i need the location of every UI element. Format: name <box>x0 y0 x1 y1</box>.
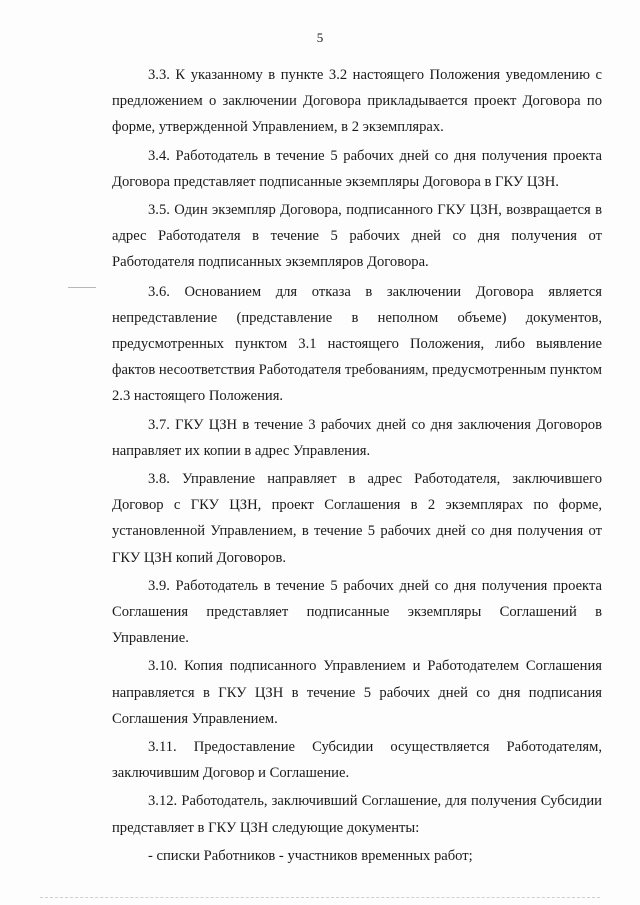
paragraph-3-11: 3.11. Предоставление Субсидии осуществляется Работодателям, заключившим Договор и Соглашение. <box>112 739 602 782</box>
paragraph-3-3: 3.3. К указанному в пункте 3.2 настоящего Положения уведомлению с предложением о заключении Договора прикладывается проект Договора по форме, утвержденной Управлением, в 2 экземплярах. <box>112 67 602 136</box>
scan-artifact-bottom-edge <box>40 897 600 899</box>
paragraph-3-12: 3.12. Работодатель, заключивший Соглашение, для получения Субсидии представляет в ГКУ ЦЗН следующие документы: <box>112 793 602 836</box>
paragraph-3-8: 3.8. Управление направляет в адрес Работодателя, заключившего Договор с ГКУ ЦЗН, проект Соглашения в 2 экземплярах по форме, установленной Управлением, в течение 5 рабочих дней со дня получения от ГКУ ЦЗН копий Договоров. <box>112 471 602 566</box>
paragraph-3-6: 3.6. Основанием для отказа в заключении Договора является непредставление (представление в неполном объеме) документов, предусмотренных пунктом 3.1 настоящего Положения, либо выявление фактов несоответствия Работодателя требованиям, предусмотренным пунктом 2.3 настоящего Положения. <box>112 283 602 405</box>
page-number: 5 <box>316 30 324 45</box>
paragraph-3-10: 3.10. Копия подписанного Управлением и Работодателем Соглашения направляется в ГКУ ЦЗН в течение 5 рабочих дней со дня подписания Соглашения Управлением. <box>112 658 602 727</box>
paragraph-3-9: 3.9. Работодатель в течение 5 рабочих дней со дня получения проекта Соглашения представляет подписанные экземпляры Соглашений в Управление. <box>112 577 602 647</box>
scan-artifact-mark <box>68 287 96 288</box>
list-item-workers-lists: - списки Работников - участников временных работ; <box>148 847 473 864</box>
paragraph-3-7: 3.7. ГКУ ЦЗН в течение 3 рабочих дней со дня заключения Договоров направляет их копии в адрес Управления. <box>112 416 602 459</box>
paragraph-3-5: 3.5. Один экземпляр Договора, подписанного ГКУ ЦЗН, возвращается в адрес Работодателя в течение 5 рабочих дней со дня получения от Работодателя подписанных экземпляров Договора. <box>112 202 602 271</box>
paragraph-3-4: 3.4. Работодатель в течение 5 рабочих дней со дня получения проекта Договора представляет подписанные экземпляры Договора в ГКУ ЦЗН. <box>112 147 602 190</box>
document-body <box>112 62 602 869</box>
